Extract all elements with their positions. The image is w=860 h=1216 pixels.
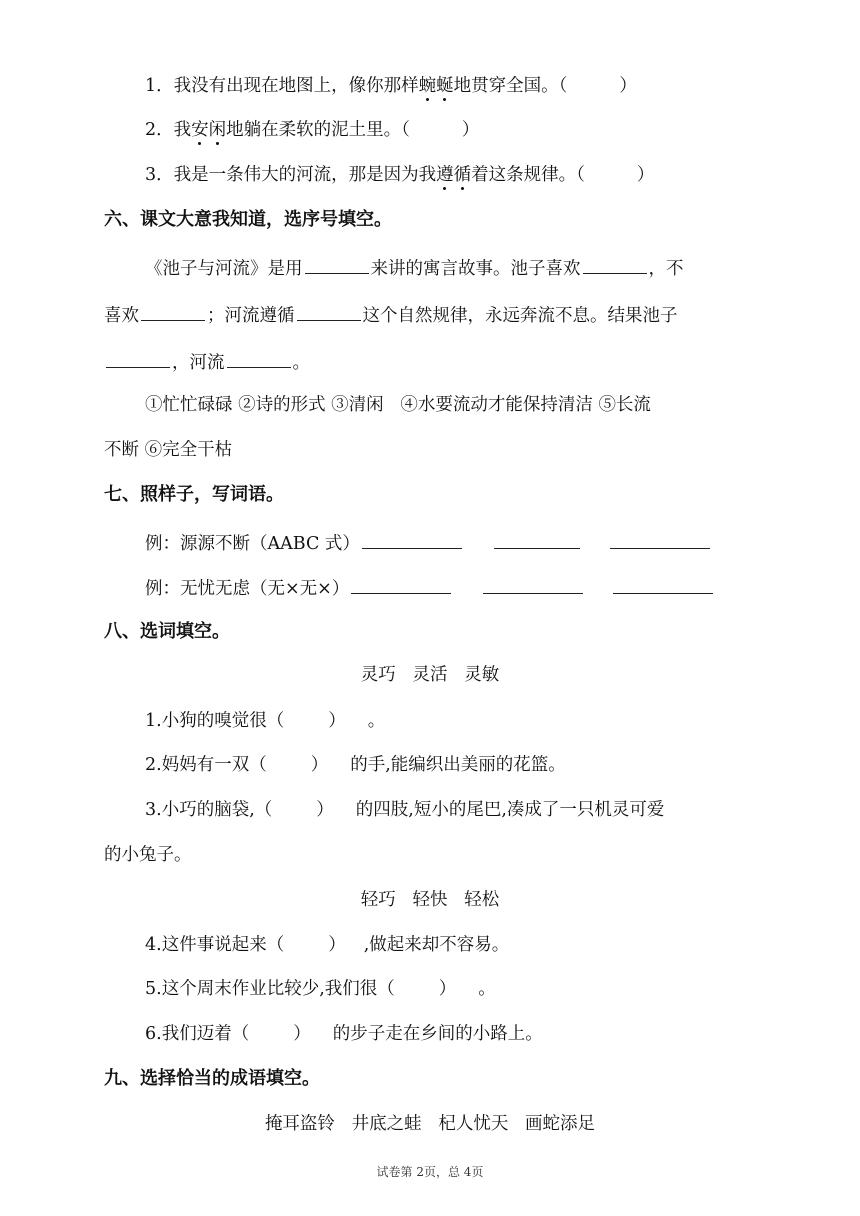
sec5-item-3: 3．我是一条伟大的河流，那是因为我遵循着这条规律。（ ） — [145, 165, 655, 185]
sec8-word-bank-1: 灵巧 灵活 灵敏 — [360, 665, 500, 685]
dotted-char: 蜿 — [418, 76, 437, 96]
fill-blank[interactable] — [106, 349, 170, 368]
sec8-word-bank-2: 轻巧 轻快 轻松 — [360, 890, 500, 910]
fill-blank[interactable] — [362, 530, 462, 549]
sec7-example-2: 例：无忧无虑（无×无×） — [145, 575, 860, 601]
sec6-heading: 六、课文大意我知道，选序号填空。 — [104, 209, 392, 230]
dotted-char: 蜒 — [436, 76, 454, 96]
sec5-item-1: 1．我没有出现在地图上，像你那样蜿蜒地贯穿全国。（ ） — [145, 76, 637, 96]
fill-blank[interactable] — [613, 575, 713, 594]
sec9-idiom-bank: 掩耳盗铃 井底之蛙 杞人忧天 画蛇添足 — [264, 1114, 596, 1134]
sec8-question-4: 4.这件事说起来（ ） ,做起来却不容易。 — [145, 935, 510, 955]
sec6-options-line-2: 不断 ⑥完全干枯 — [104, 440, 233, 460]
sec8-question-1: 1.小狗的嗅觉很（ ） 。 — [145, 711, 386, 731]
fill-blank[interactable] — [305, 255, 369, 274]
fill-blank[interactable] — [483, 575, 583, 594]
dotted-char: 循 — [453, 165, 472, 185]
fill-blank[interactable] — [494, 530, 580, 549]
sec8-question-6: 6.我们迈着（ ） 的步子走在乡间的小路上。 — [145, 1024, 543, 1044]
dotted-char: 安 — [191, 120, 209, 140]
sec8-heading: 八、选词填空。 — [104, 621, 230, 642]
sec8-question-5: 5.这个周末作业比较少,我们很（ ） 。 — [145, 979, 496, 999]
sec8-question-2: 2.妈妈有一双（ ） 的手,能编织出美丽的花篮。 — [145, 755, 566, 775]
sec6-para-line-1: 《池子与河流》是用 来讲的寓言故事。池子喜欢 ，不 — [145, 255, 860, 281]
fill-blank[interactable] — [227, 349, 291, 368]
fill-blank[interactable] — [297, 302, 361, 321]
fill-blank[interactable] — [141, 302, 205, 321]
page-footer: 试卷第 2页，总 4页 — [376, 1165, 484, 1179]
sec6-options-line-1: ①忙忙碌碌 ②诗的形式 ③清闲 ④水要流动才能保持清洁 ⑤长流 — [145, 395, 651, 415]
fill-blank[interactable] — [583, 255, 647, 274]
fill-blank[interactable] — [610, 530, 710, 549]
sec6-para-line-3: ，河流 。 — [104, 349, 860, 375]
sec6-para-line-2: 喜欢 ；河流遵循 这个自然规律，永远奔流不息。结果池子 — [104, 302, 860, 328]
sec5-item-2: 2．我安闲地躺在柔软的泥土里。（ ） — [145, 120, 480, 140]
dotted-char: 遵 — [436, 165, 454, 185]
sec7-example-1: 例：源源不断（AABC 式） — [145, 530, 860, 556]
sec7-heading: 七、照样子，写词语。 — [104, 484, 284, 505]
dotted-char: 闲 — [208, 120, 227, 140]
sec8-question-3: 3.小巧的脑袋,（ ） 的四肢,短小的尾巴,凑成了一只机灵可爱 — [145, 800, 665, 820]
sec9-heading: 九、选择恰当的成语填空。 — [104, 1068, 320, 1089]
fill-blank[interactable] — [351, 575, 451, 594]
sec8-question-3-cont: 的小兔子。 — [104, 845, 192, 865]
